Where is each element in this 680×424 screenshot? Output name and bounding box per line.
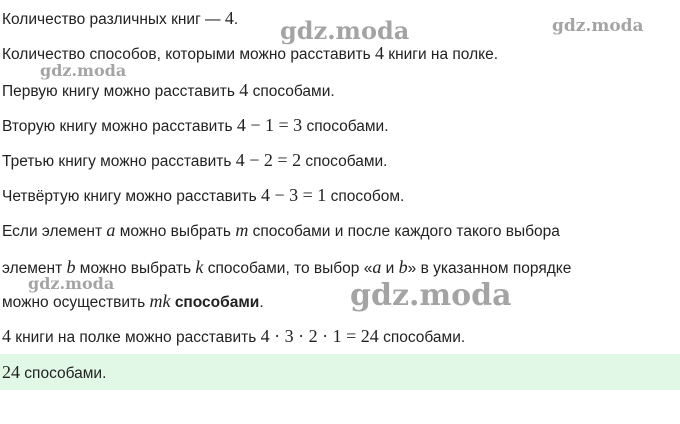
text-line: [2, 7, 238, 31]
text-line: [2, 149, 387, 173]
text-run: способами.: [378, 329, 466, 346]
text-run: Если элемент: [2, 223, 107, 240]
text-line: [2, 184, 404, 208]
math: 4: [239, 80, 249, 100]
math: 4: [224, 8, 234, 28]
math: 24: [2, 362, 20, 382]
text-line: [2, 42, 498, 66]
text-line: [2, 290, 264, 314]
text-run: способами.: [248, 83, 335, 100]
math: 4: [374, 43, 384, 63]
answer-line: [2, 361, 106, 385]
watermark: gdz.moda: [350, 278, 512, 313]
text-run: Вторую книгу можно расставить: [2, 118, 237, 135]
text-run: способами и после каждого такого выбора: [248, 223, 560, 240]
text-run: и: [381, 260, 399, 277]
math: a: [372, 257, 382, 277]
math: a: [106, 220, 116, 240]
text-run: .: [259, 294, 264, 311]
math: mk: [149, 291, 171, 311]
text-run: книги на полке.: [383, 46, 498, 63]
text-run: Третью книгу можно расставить: [2, 153, 236, 170]
text-run: способом.: [326, 188, 405, 205]
text-run: Количество способов, которыми можно расставить: [2, 46, 375, 63]
watermark: gdz.moda: [552, 16, 644, 36]
text-run: способами.: [302, 118, 389, 135]
math: 4 − 1 = 3: [236, 115, 303, 135]
math: 4 · 3 · 2 · 1 = 24: [260, 326, 379, 346]
bold-text: способами: [174, 294, 260, 311]
text-run: способами.: [20, 365, 107, 382]
answer-box: [0, 354, 680, 390]
math: b: [66, 257, 76, 277]
text-line: [2, 114, 389, 138]
text-run: можно выбрать: [75, 260, 196, 277]
text-line: [2, 219, 560, 243]
text-run: » в указанном порядке: [407, 260, 572, 277]
watermark: gdz.moda: [40, 61, 127, 80]
text-run: элемент: [2, 260, 67, 277]
watermark: gdz.moda: [28, 274, 115, 293]
math: b: [398, 257, 408, 277]
text-run: можно осуществить: [2, 294, 150, 311]
text-line: [2, 325, 465, 349]
watermark: gdz.moda: [280, 16, 410, 45]
math: 4: [2, 326, 11, 346]
text-line: [2, 79, 335, 103]
text-run: можно выбрать: [115, 223, 236, 240]
math: 4 − 3 = 1: [260, 185, 327, 205]
text-run: Первую книгу можно расставить: [2, 83, 240, 100]
text-run: Количество различных книг —: [2, 11, 225, 28]
text-run: книги на полке можно расставить: [11, 329, 261, 346]
text-run: способами, то выбор «: [203, 260, 373, 277]
text-run: способами.: [301, 153, 388, 170]
text-run: Четвёртую книгу можно расставить: [2, 188, 261, 205]
math: k: [195, 257, 204, 277]
text-line: [2, 256, 571, 280]
math: m: [235, 220, 249, 240]
text-run: .: [233, 11, 239, 28]
math: 4 − 2 = 2: [235, 150, 302, 170]
